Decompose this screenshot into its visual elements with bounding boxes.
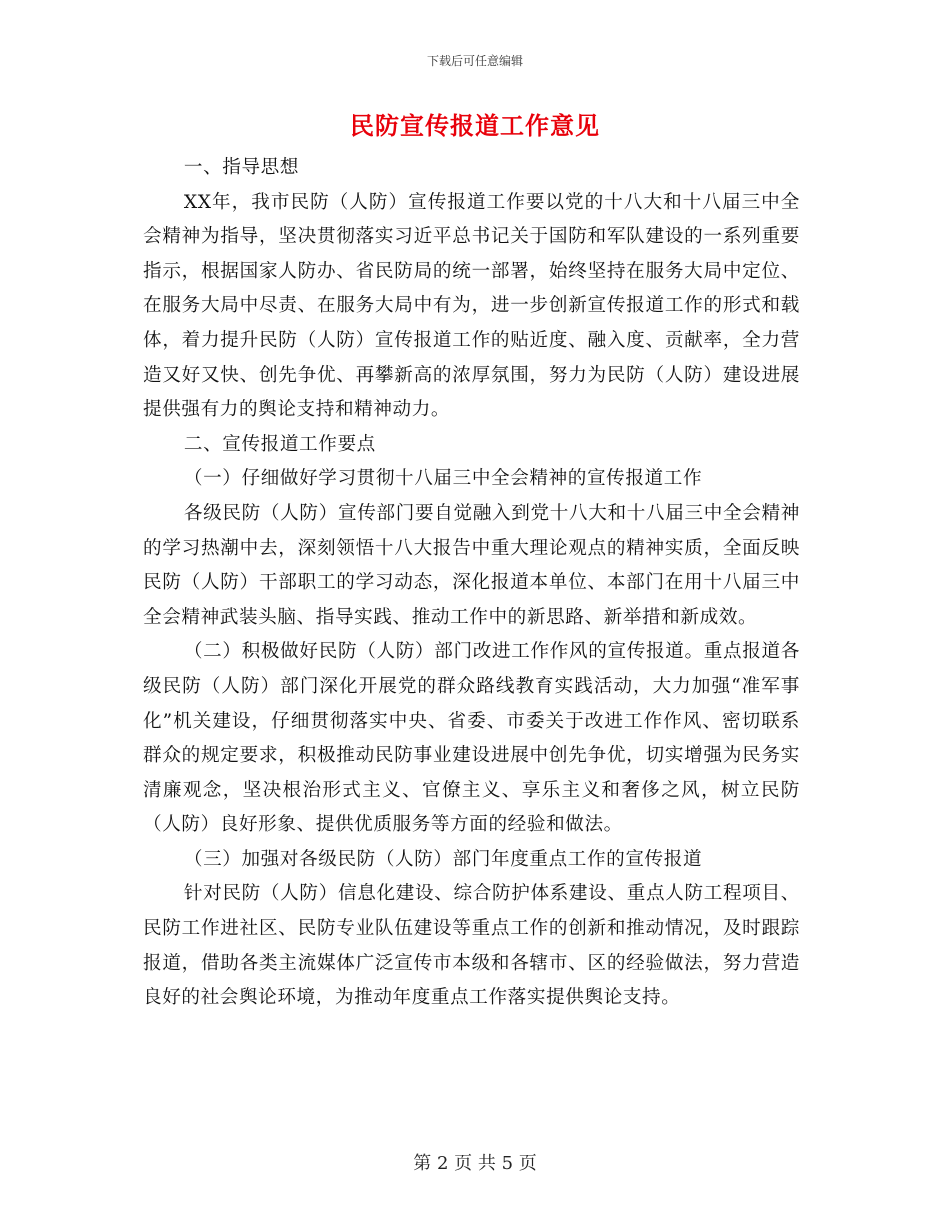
body-paragraph: （二）积极做好民防（人防）部门改进工作作风的宣传报道。重点报道各级民防（人防）部门深化开展党的群众路线教育实践活动，大力加强“准军事化”机关建设，仔细贯彻落实中央、省委、市委关于改进工作作风、密切联系群众的规定要求，积极推动民防事业建设进展中创先争优，切实增强为民务实清廉观念，坚决根治形式主义、官僚主义、享乐主义和奢侈之风，树立民防（人防）良好形象、提供优质服务等方面的经验和做法。 bbox=[143, 641, 800, 836]
body-paragraph: 各级民防（人防）宣传部门要自觉融入到党十八大和十八届三中全会精神的学习热潮中去，深刻领悟十八大报告中重大理论观点的精神实质，全面反映民防（人防）干部职工的学习动态，深化报道本单位、本部门在用十八届三中全会精神武装头脑、指导实践、推动工作中的新思路、新举措和新成效。 bbox=[143, 502, 800, 628]
page-header-note: 下载后可任意编辑 bbox=[426, 54, 523, 68]
body-paragraph: XX年，我市民防（人防）宣传报道工作要以党的十八大和十八届三中全会精神为指导，坚决贯彻落实习近平总书记关于国防和军队建设的一系列重要指示，根据国家人防办、省民防局的统一部署，始终坚持在服务大局中定位、在服务大局中尽责、在服务大局中有为，进一步创新宣传报道工作的形式和载体，着力提升民防（人防）宣传报道工作的贴近度、融入度、贡献率，全力营造又好又快、创先争优、再攀新高的浓厚氛围，努力为民防（人防）建设进展提供强有力的舆论支持和精神动力。 bbox=[143, 191, 800, 421]
page-number-label: 第 2 页 共 5 页 bbox=[413, 1153, 537, 1174]
section-heading-guiding-thought: 一、指导思想 bbox=[183, 157, 300, 178]
subsection-heading-1: （一）仔细做好学习贯彻十八届三中全会精神的宣传报道工作 bbox=[183, 468, 703, 490]
section-heading-key-points: 二、宣传报道工作要点 bbox=[183, 433, 376, 455]
document-title: 民防宣传报道工作意见 bbox=[350, 111, 600, 140]
page-number-footer bbox=[0, 1152, 950, 1176]
document-body bbox=[143, 151, 800, 1016]
body-paragraph: 针对民防（人防）信息化建设、综合防护体系建设、重点人防工程项目、民防工作进社区、民防专业队伍建设等重点工作的创新和推动情况，及时跟踪报道，借助各类主流媒体广泛宣传市本级和各辖市、区的经验做法，努力营造良好的社会舆论环境，为推动年度重点工作落实提供舆论支持。 bbox=[143, 883, 800, 1009]
subsection-heading-3: （三）加强对各级民防（人防）部门年度重点工作的宣传报道 bbox=[183, 848, 703, 870]
